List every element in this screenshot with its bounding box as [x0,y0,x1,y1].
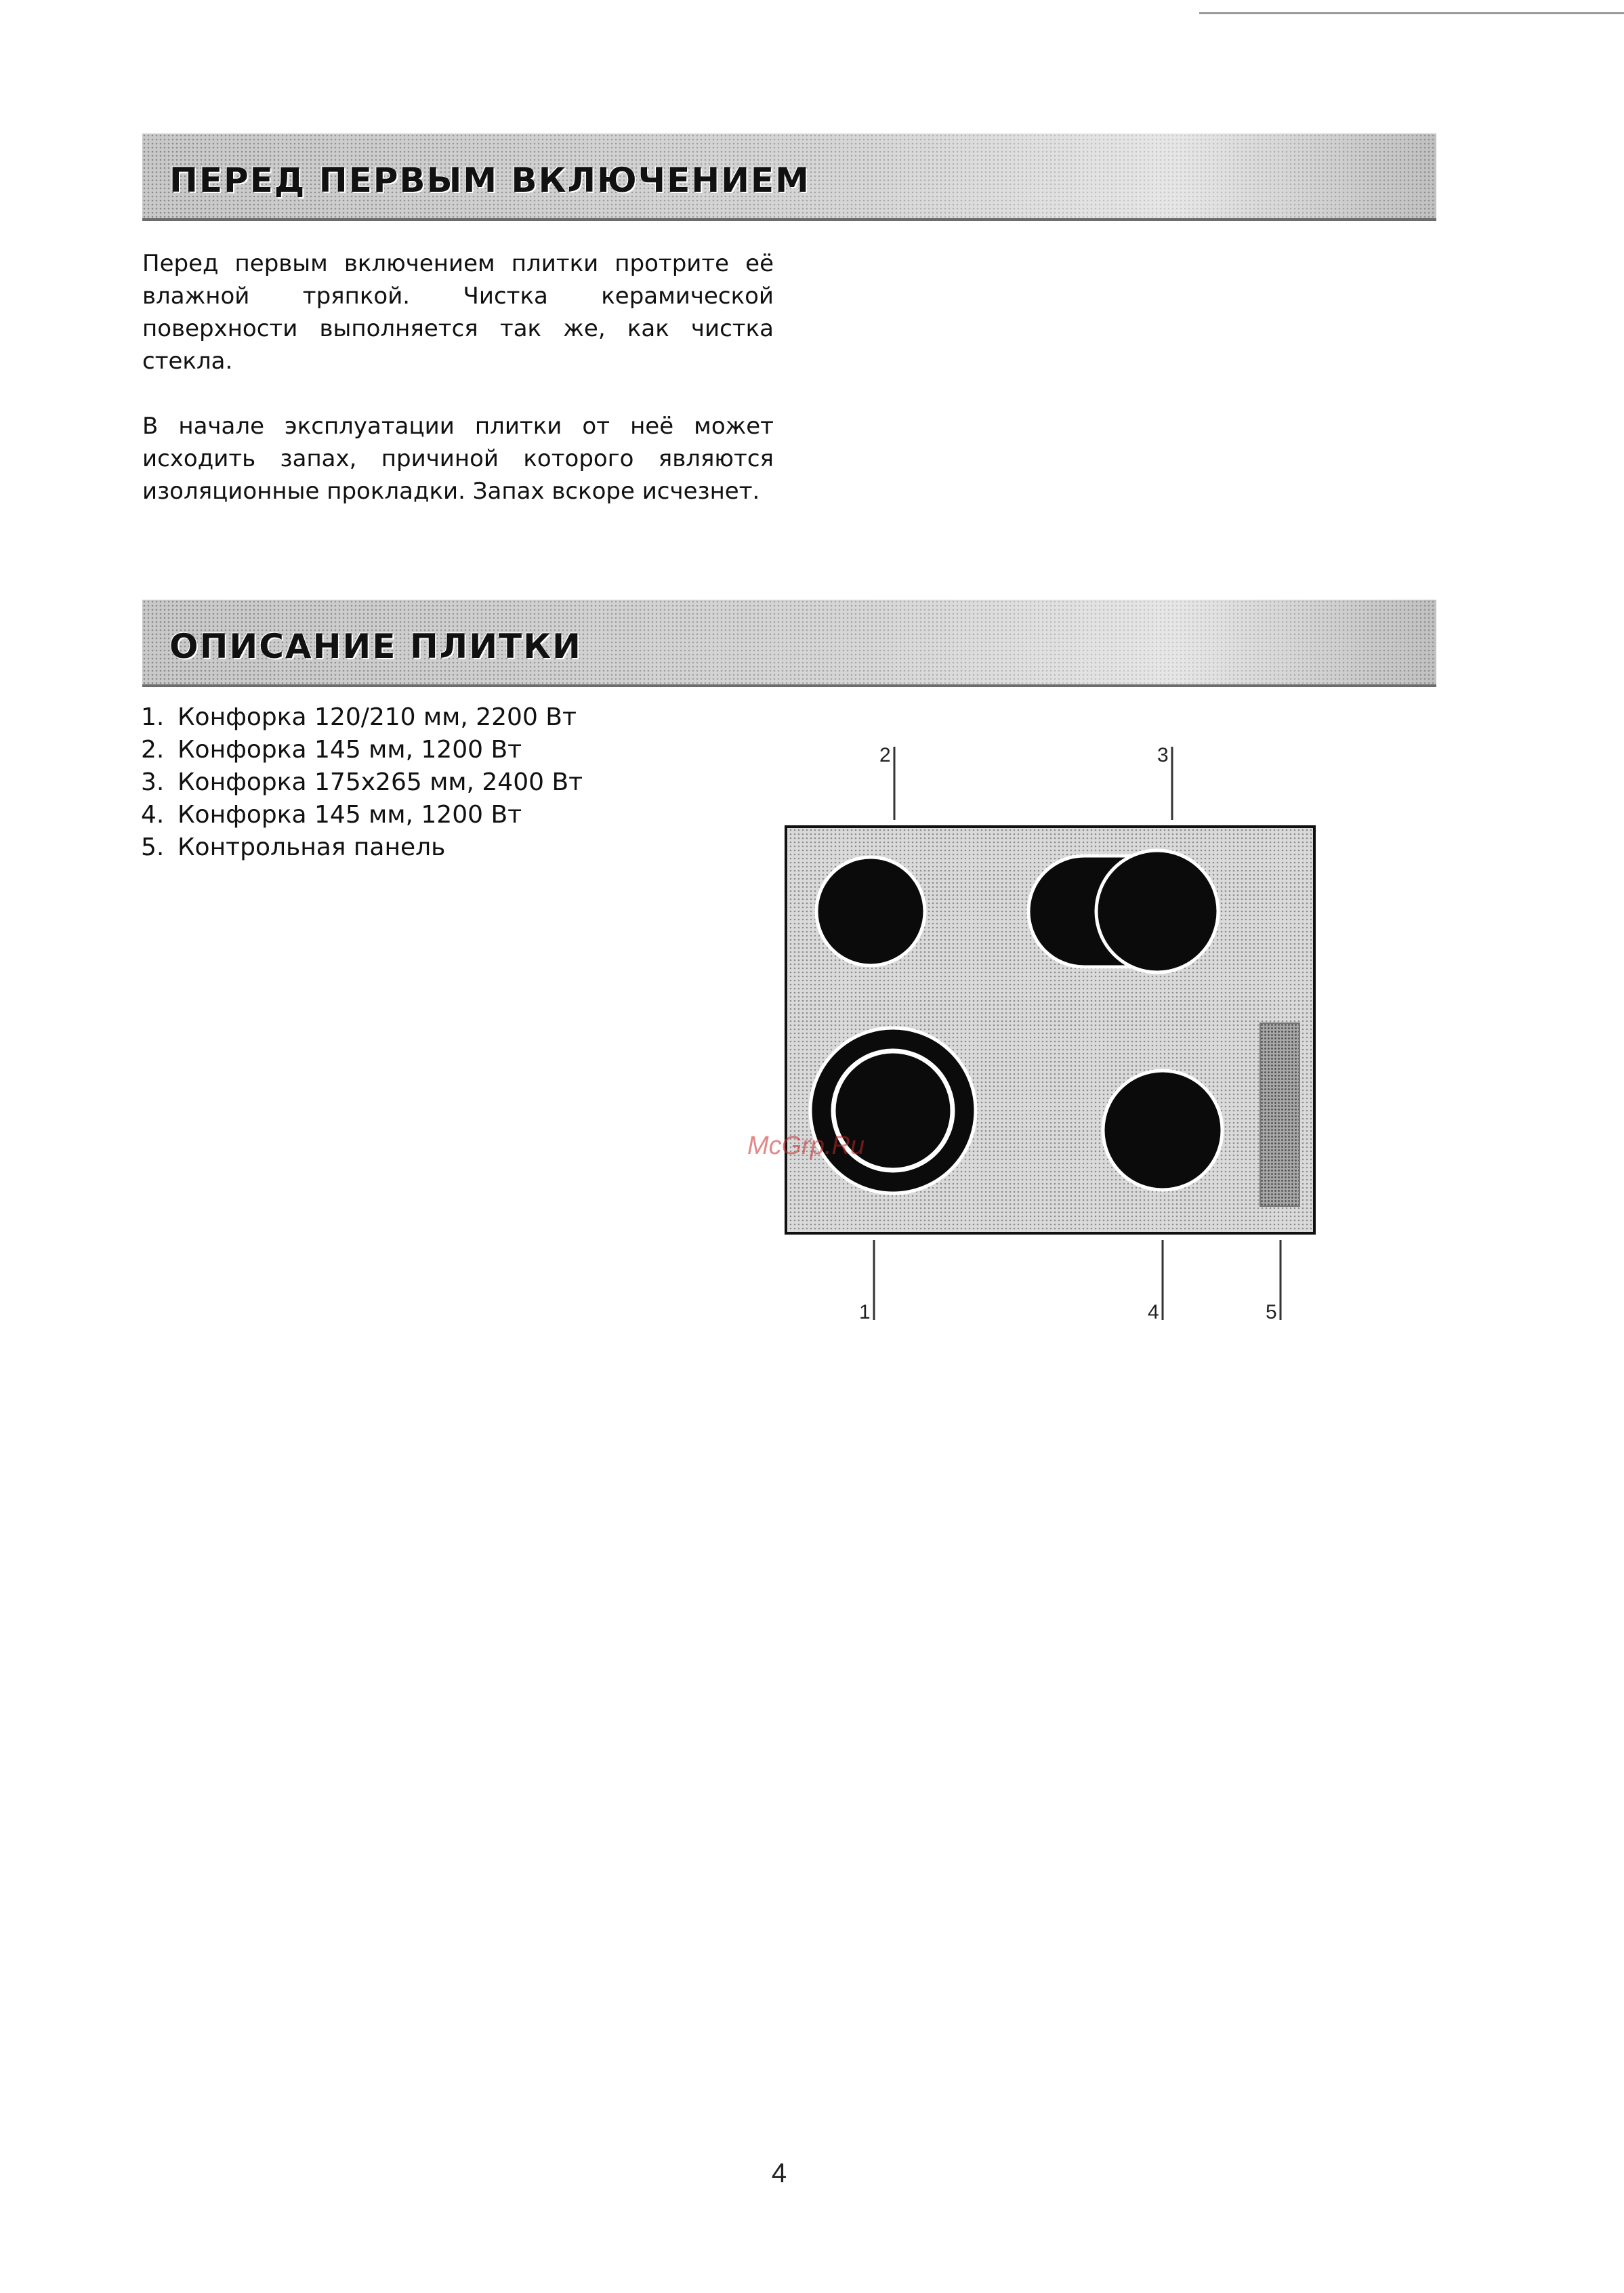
burner-1 [810,1028,976,1193]
callout-label-1: 1 [859,1301,871,1323]
spec-item-number: 3. [141,768,165,796]
spec-item [141,701,583,734]
burner-2 [816,857,925,966]
spec-item-text: Контрольная панель [178,833,446,861]
watermark-text: McGrp.Ru [747,1132,865,1160]
callout-label-3: 3 [1157,744,1169,766]
section-heading-description: ОПИСАНИЕ ПЛИТКИ [169,627,582,666]
page-number: 4 [771,2158,787,2188]
callout-label-4: 4 [1148,1301,1159,1323]
spec-item [141,734,583,766]
spec-item [141,766,583,799]
callout-label-2: 2 [879,744,891,766]
first-use-paragraph-1: Перед первым включением плитки протрите её влажной тряпкой. Чистка керамической поверхности выполняется так же, как чистка стекла. [142,250,774,375]
callout-label-5: 5 [1266,1301,1277,1323]
burner-4 [1103,1071,1222,1190]
spec-item-text: Конфорка 175x265 мм, 2400 Вт [178,768,583,796]
section-banner-first-use [142,133,1436,221]
spec-item [141,799,583,831]
spec-item-number: 2. [141,736,165,764]
first-use-paragraph-2: В начале эксплуатации плитки от неё может исходить запах, причиной которого являются изоляционные прокладки. Запах вскоре исчезнет. [142,413,774,505]
hob-diagram [711,739,1335,1342]
spec-item-text: Конфорка 145 мм, 1200 Вт [178,801,522,829]
spec-item-text: Конфорка 145 мм, 1200 Вт [178,736,522,764]
spec-item-number: 5. [141,833,165,861]
spec-item-text: Конфорка 120/210 мм, 2200 Вт [178,703,577,731]
hob-spec-list [141,701,583,864]
spec-item-number: 1. [141,703,165,731]
spec-item-number: 4. [141,801,165,829]
section-heading-first-use: ПЕРЕД ПЕРВЫМ ВКЛЮЧЕНИЕМ [169,161,810,200]
control-panel-strip [1260,1023,1299,1206]
section-banner-description [142,600,1436,687]
top-edge-line [1199,12,1624,14]
spec-item [141,831,583,864]
burner-3 [1028,850,1218,972]
